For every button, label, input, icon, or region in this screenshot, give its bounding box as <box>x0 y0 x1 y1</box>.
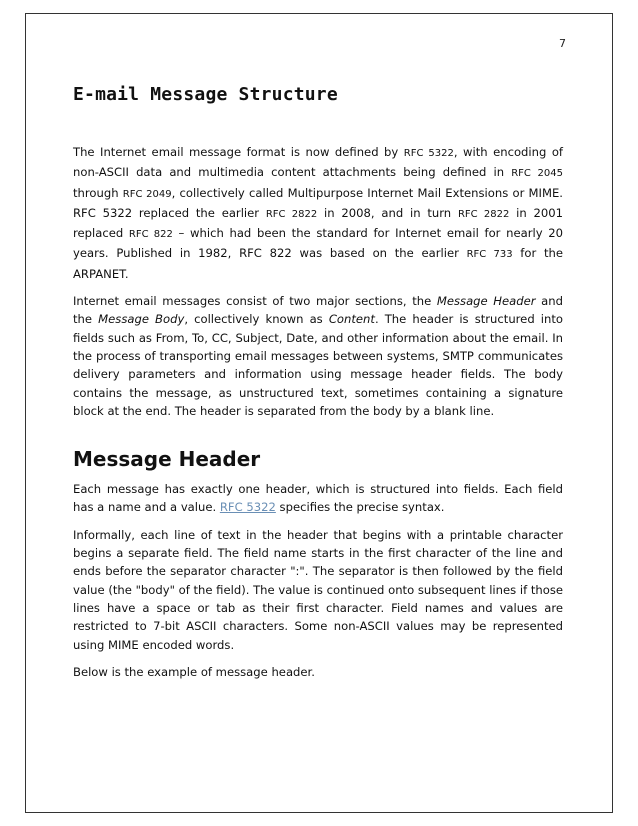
rfc-5322-link[interactable]: RFC 5322 <box>219 500 276 515</box>
text-run: , collectively known as <box>184 312 329 327</box>
text-run: The Internet email message format is now defined by <box>73 145 404 159</box>
text-run: in 2001 replaced <box>73 205 564 241</box>
text-run: , collectively called Multipurpose Internet Mail Extensions or MIME. RFC 5322 replaced the earlier <box>73 185 563 220</box>
page-number: 7 <box>559 37 566 50</box>
document-body <box>73 84 563 690</box>
rfc-reference: RFC 2822 <box>457 208 510 220</box>
text-run: in 2008, and in turn <box>317 205 458 220</box>
paragraph-message-sections <box>73 292 563 420</box>
text-run: through <box>73 185 123 200</box>
text-run: , with encoding of non-ASCII data and multimedia content attachments being defined in <box>73 145 563 180</box>
section-title-message-structure: E-mail Message Structure <box>73 84 338 105</box>
text-run: Internet email messages consist of two major sections, the <box>73 294 437 309</box>
text-run: for the ARPANET. <box>73 246 564 281</box>
paragraph-header-fields: Informally, each line of text in the header that begins with a printable character begins a separate field. The field name starts in the first character of the line and ends before the separator character ":". The separator is then followed by the field value (the "body" of the field). The value is continued onto subsequent lines if those lines have a space or tab as their first character. Field names and values are restricted to 7-bit ASCII characters. Some non-ASCII values may be represented using MIME encoded words. <box>73 527 564 652</box>
text-run: and the <box>73 294 563 327</box>
term-message-body: Message Body <box>98 312 185 327</box>
text-run: specifies the precise syntax. <box>275 500 445 515</box>
paragraph-rfc-history <box>73 143 563 283</box>
term-content: Content <box>328 312 375 327</box>
paragraph-example-intro: Below is the example of message header. <box>73 664 315 679</box>
rfc-reference: RFC 2045 <box>511 168 563 180</box>
text-run: – which had been the standard for Internet email for nearly 20 years. Published in 1982, RFC 822 was based on the earlier <box>73 226 563 261</box>
rfc-reference: RFC 733 <box>466 249 513 261</box>
rfc-reference: RFC 822 <box>128 229 173 241</box>
paragraph-header-intro <box>73 480 563 517</box>
rfc-reference: RFC 2822 <box>265 208 318 220</box>
rfc-reference: RFC 5322 <box>403 148 454 159</box>
text-run: . The header is structured into fields such as From, To, CC, Subject, Date, and other information about the email. In the process of transporting email messages between systems, SMTP communicates delivery parameters and information using message header fields. The body contains the message, as unstructured text, sometimes containing a signature block at the end. The header is separated from the body by a blank line. <box>73 312 563 418</box>
term-message-header: Message Header <box>436 294 536 309</box>
text-run: Each message has exactly one header, which is structured into fields. Each field has a name and a value. <box>73 482 563 515</box>
rfc-reference: RFC 2049 <box>122 188 172 200</box>
section-title-message-header: Message Header <box>73 447 261 472</box>
